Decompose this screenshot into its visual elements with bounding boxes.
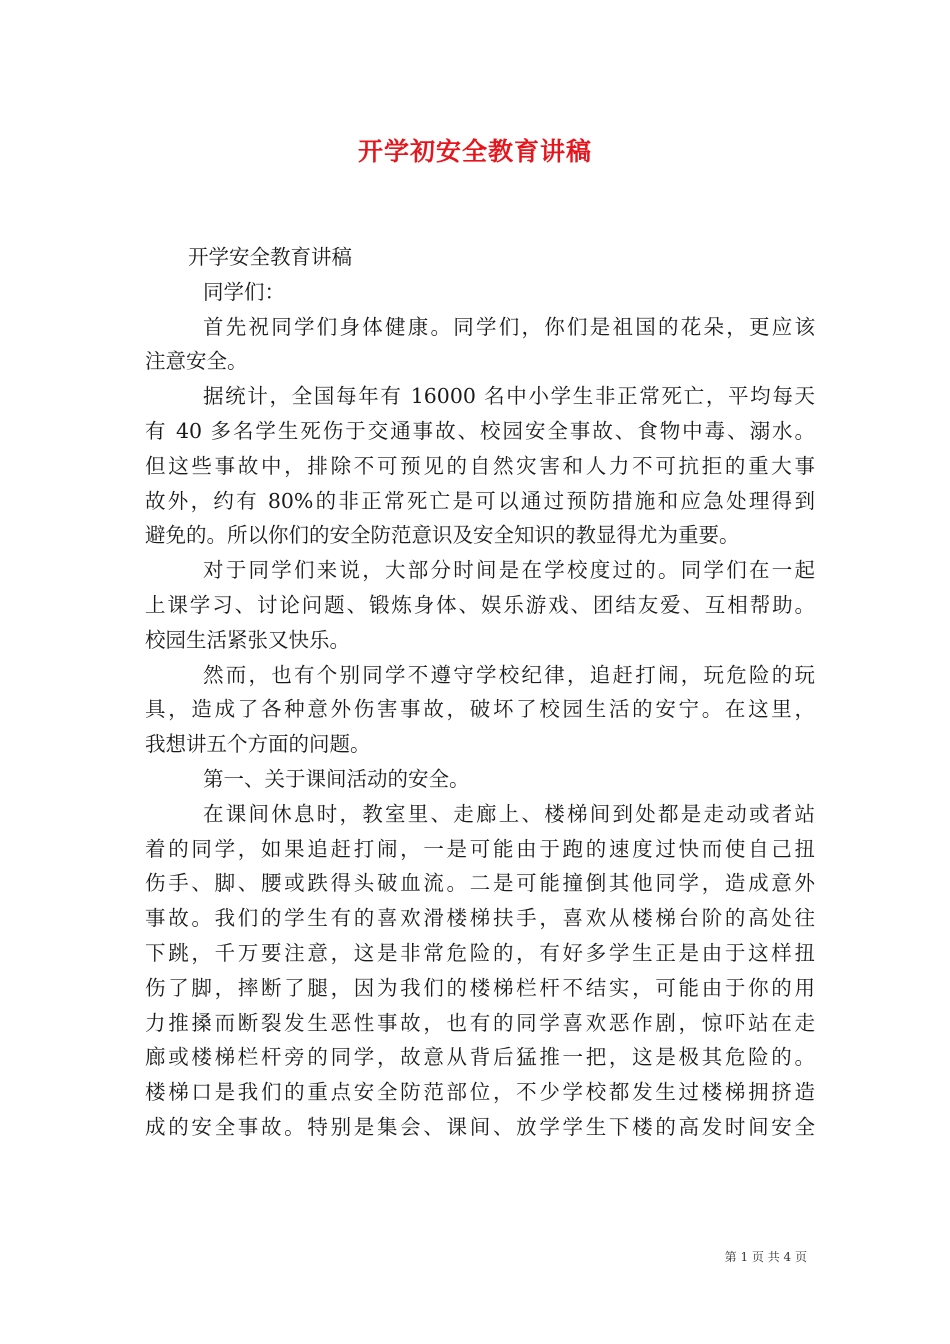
salutation: 同学们： — [203, 279, 285, 304]
paragraph-line: 具，造成了各种意外伤害事故，破坏了校园生活的安宁。在这里， — [145, 697, 815, 722]
paragraph-line: 据统计，全国每年有 16000 名中小学生非正常死亡，平均每天 — [203, 384, 815, 409]
paragraph-line: 事故。我们的学生有的喜欢滑楼梯扶手，喜欢从楼梯台阶的高处往 — [145, 906, 815, 931]
paragraph-line: 下跳，千万要注意，这是非常危险的，有好多学生正是由于这样扭 — [145, 940, 815, 965]
paragraph-line: 成的安全事故。特别是集会、课间、放学学生下楼的高发时间安全 — [145, 1114, 815, 1139]
paragraph-line: 注意安全。 — [145, 349, 248, 374]
paragraph-line: 伤手、脚、腰或跌得头破血流。二是可能撞倒其他同学，造成意外 — [145, 871, 815, 896]
section-heading: 第一、关于课间活动的安全。 — [203, 766, 470, 791]
document-title: 开学初安全教育讲稿 — [357, 137, 592, 166]
page-number-footer: 第 1 页 共 4 页 — [724, 1250, 807, 1264]
paragraph-line: 我想讲五个方面的问题。 — [145, 732, 371, 757]
document-body — [145, 240, 815, 1145]
paragraph-line: 着的同学，如果追赶打闹，一是可能由于跑的速度过快而使自己扭 — [145, 836, 815, 861]
paragraph-line: 避免的。所以你们的安全防范意识及安全知识的教显得尤为重要。 — [145, 523, 740, 548]
paragraph-line: 首先祝同学们身体健康。同学们，你们是祖国的花朵，更应该 — [203, 314, 815, 339]
paragraph-line: 楼梯口是我们的重点安全防范部位，不少学校都发生过楼梯拥挤造 — [145, 1080, 815, 1105]
paragraph-line: 校园生活紧张又快乐。 — [145, 627, 350, 652]
paragraph-line: 故外，约有 80%的非正常死亡是可以通过预防措施和应急处理得到 — [145, 488, 815, 513]
paragraph-line: 廊或楼梯栏杆旁的同学，故意从背后猛推一把，这是极其危险的。 — [145, 1045, 815, 1070]
paragraph-line: 上课学习、讨论问题、锻炼身体、娱乐游戏、团结友爱、互相帮助。 — [145, 592, 815, 617]
speech-subtitle: 开学安全教育讲稿 — [188, 245, 352, 269]
paragraph-line: 伤了脚，摔断了腿，因为我们的楼梯栏杆不结实，可能由于你的用 — [145, 975, 815, 1000]
paragraph-line: 力推搡而断裂发生恶性事故，也有的同学喜欢恶作剧，惊吓站在走 — [145, 1010, 815, 1035]
paragraph-line: 对于同学们来说，大部分时间是在学校度过的。同学们在一起 — [203, 558, 815, 583]
paragraph-line: 但这些事故中，排除不可预见的自然灾害和人力不可抗拒的重大事 — [145, 453, 815, 478]
paragraph-line: 然而，也有个别同学不遵守学校纪律，追赶打闹，玩危险的玩 — [203, 662, 815, 687]
paragraph-line: 有 40 多名学生死伤于交通事故、校园安全事故、食物中毒、溺水。 — [145, 418, 815, 443]
paragraph-line: 在课间休息时，教室里、走廊上、楼梯间到处都是走动或者站 — [203, 801, 815, 826]
